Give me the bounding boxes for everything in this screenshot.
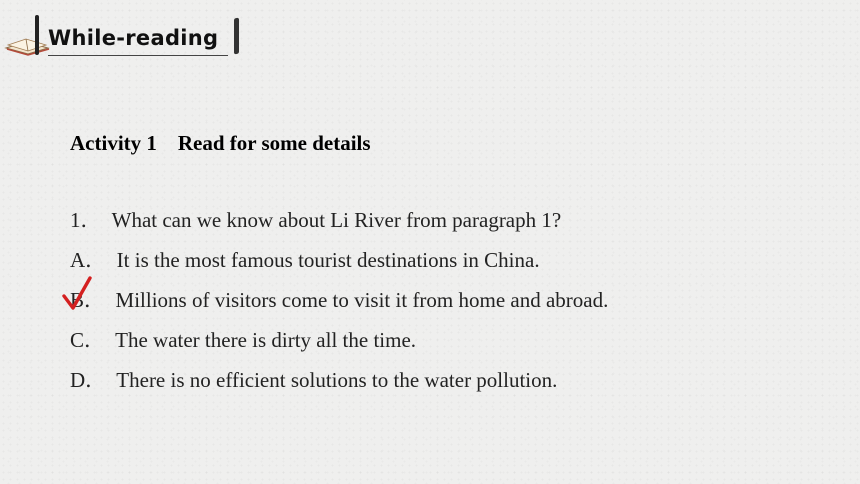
open-book-icon <box>4 28 50 56</box>
option-c <box>70 324 608 364</box>
option-b <box>70 284 608 324</box>
option-text: There is no efficient solutions to the water pollution. <box>106 368 558 392</box>
question-block <box>70 204 608 404</box>
header-bracket-right <box>234 18 239 55</box>
option-a <box>70 244 608 284</box>
option-text: It is the most famous tourist destinations in China. <box>106 248 540 272</box>
question-stem: 1． What can we know about Li River from paragraph 1? <box>70 208 562 232</box>
option-text: Millions of visitors come to visit it from home and abroad. <box>105 288 609 312</box>
header-bracket-left <box>35 15 39 55</box>
option-d <box>70 364 608 404</box>
section-title: While-reading <box>48 26 219 50</box>
check-mark-icon <box>60 274 100 314</box>
header-underline <box>48 55 228 56</box>
option-text: The water there is dirty all the time. <box>105 328 417 352</box>
activity-heading: Activity 1 Read for some details <box>70 131 371 155</box>
option-letter: D． <box>70 368 107 392</box>
option-letter: A． <box>70 248 107 272</box>
option-letter: C． <box>70 328 106 352</box>
section-header <box>4 12 244 58</box>
option-letter: B． <box>70 288 106 312</box>
